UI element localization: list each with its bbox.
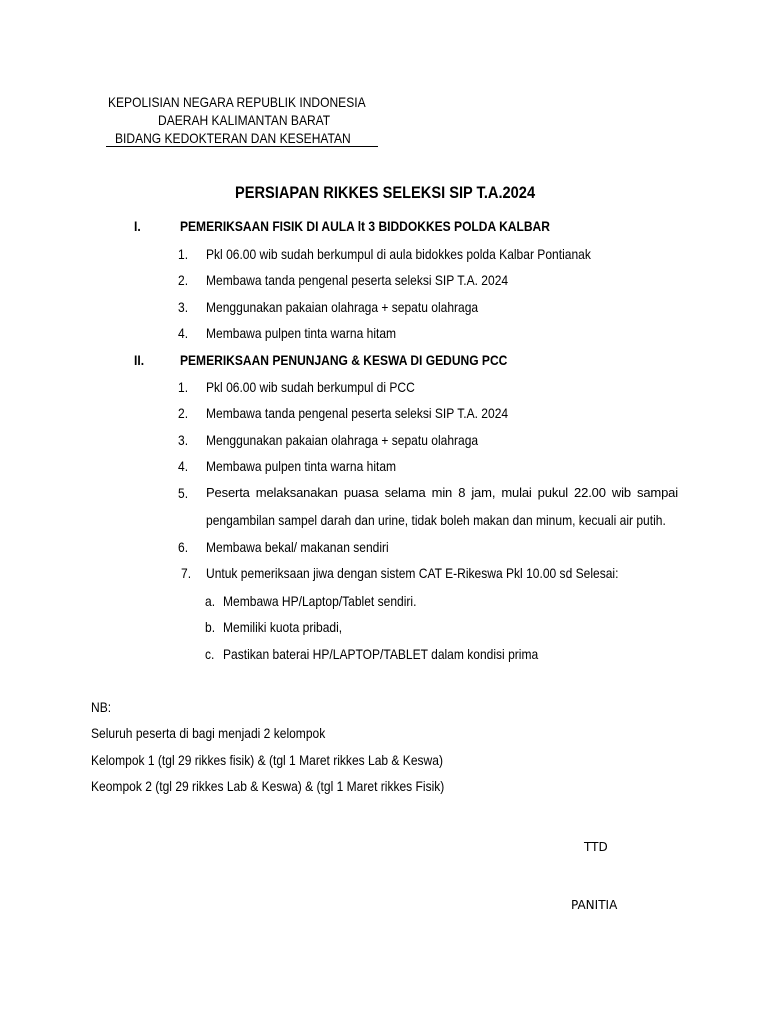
document-page: KEPOLISIAN NEGARA REPUBLIK INDONESIA DAERAH KALIMANTAN BARAT BIDANG KEDOKTERAN DAN KESEHATAN PERSIAPAN RIKKES SELEKSI SIP T.A.2024 I. PEMERIKSAAN FISIK DI AULA lt 3 BIDDOKKES POLDA KALBAR 1. Pkl 06.00 wib sudah berkumpul di aula bidokkes polda Kalbar Pontianak 2. Membawa tanda pengenal peserta seleksi SIP T.A. 2024 3. Menggunakan pakaian olahraga + sepatu olahraga 4. Membawa pulpen tinta warna hitam II. PEMERIKSAAN PENUNJANG & KESWA DI GEDUNG PCC 1. Pkl 06.00 wib sudah berkumpul di PCC 2. Membawa tanda pengenal peserta seleksi SIP T.A. 2024 3. Menggunakan pakaian olahraga + sepatu olahraga 4. Membawa pulpen tinta warna hitam 5. Peserta melaksanakan puasa selama min 8 jam, mulai pukul 22.00 wib sampai pengambilan sampel darah dan urine, tidak boleh makan dan minum, kecuali air putih. 6. Membawa bekal/ makanan sendiri 7. Untuk pemeriksaan jiwa dengan sistem CAT E-Rikeswa Pkl 10.00 sd Selesai: a. Membawa HP/Laptop/Tablet sendiri. b. Memiliki kuota pribadi, c. Pastikan baterai HP/LAPTOP/TABLET dalam kondisi prima NB: Seluruh peserta di bagi menjadi 2 kelompok Kelompok 1 (tgl 29 rikkes fisik) & (tgl 1 Maret rikkes Lab & Keswa) Keompok 2 (tgl 29 rikkes Lab & Keswa) & (tgl 1 Maret rikkes Fisik) TTD PANITIA xyxy=(91,94,678,912)
section-1-number: I. xyxy=(134,218,141,234)
letterhead-line-3: BIDANG KEDOKTERAN DAN KESEHATAN xyxy=(115,130,351,146)
nb-line: Kelompok 1 (tgl 29 rikkes fisik) & (tgl 1 Maret rikkes Lab & Keswa) xyxy=(91,752,443,768)
justified-line: Peserta melaksanakan puasa selama min 8 jam, mulai pukul 22.00 wib sampai xyxy=(206,485,678,500)
section-1-title: PEMERIKSAAN FISIK DI AULA lt 3 BIDDOKKES POLDA KALBAR xyxy=(180,218,550,234)
letterhead-line-2: DAERAH KALIMANTAN BARAT xyxy=(158,112,331,128)
nb-line: Seluruh peserta di bagi menjadi 2 kelompok xyxy=(91,725,326,741)
letterhead-underline xyxy=(106,129,378,147)
letterhead xyxy=(106,93,378,147)
section-2-number: II. xyxy=(134,352,145,368)
section-2-title: PEMERIKSAAN PENUNJANG & KESWA DI GEDUNG PCC xyxy=(180,352,508,368)
document-title: PERSIAPAN RIKKES SELEKSI SIP T.A.2024 xyxy=(235,183,536,202)
letterhead-line-1: KEPOLISIAN NEGARA REPUBLIK INDONESIA xyxy=(108,94,366,110)
nb-line: Keompok 2 (tgl 29 rikkes Lab & Keswa) & (tgl 1 Maret rikkes Fisik) xyxy=(91,778,445,794)
signature-ttd: TTD xyxy=(584,840,608,854)
nb-label: NB: xyxy=(91,699,112,715)
signature-panitia: PANITIA xyxy=(571,898,618,912)
